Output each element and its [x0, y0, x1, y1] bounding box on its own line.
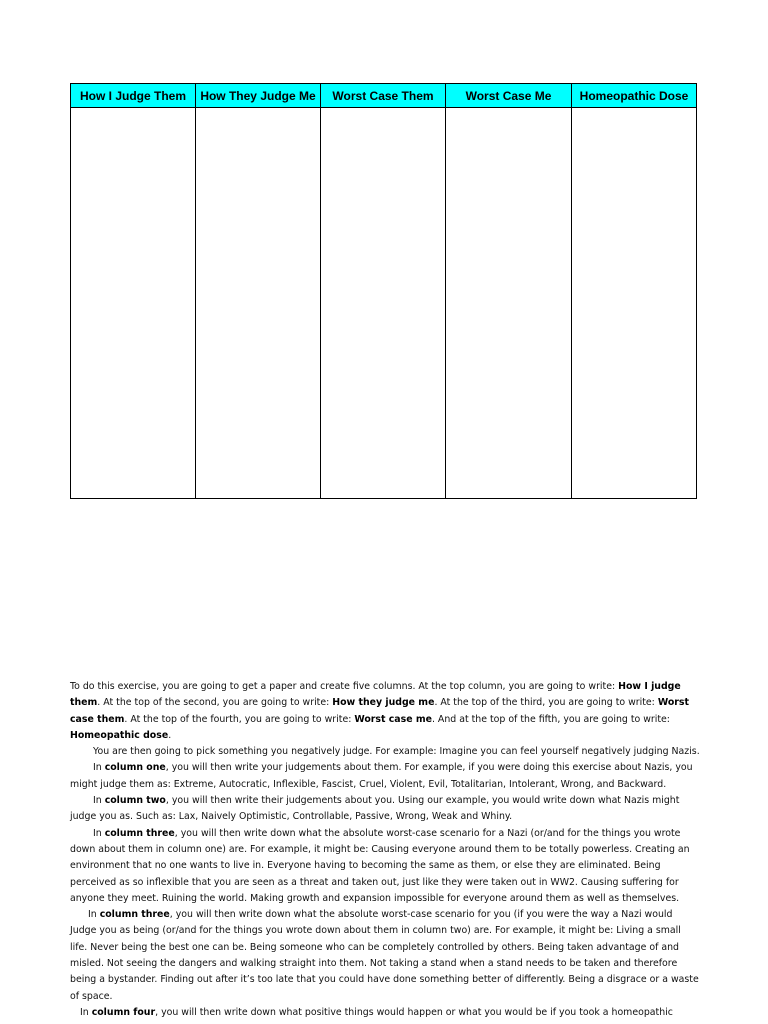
text-run: , you will then write your judgements about them. For example, if you were doing this exercise about Nazis, you might judge them as: Extreme, Autocratic, Inflexible, Fascist, Cruel, Violent, Evil, Totalitarian, Intolerant, Wrong, and Backward.	[70, 762, 693, 790]
empty-cell-col4	[446, 108, 572, 499]
text-run: In	[88, 909, 100, 921]
empty-cell-col2	[196, 108, 321, 499]
text-run: In	[80, 1006, 92, 1018]
text-run: In	[93, 795, 105, 807]
column-four-paragraph	[70, 1005, 700, 1021]
table-body-row	[71, 108, 697, 499]
bold-term: Worst case me	[354, 713, 432, 725]
bold-term: How they judge me	[332, 697, 435, 709]
judgement-worksheet-table	[70, 83, 697, 499]
header-how-they-judge-me: How They Judge Me	[196, 84, 321, 108]
bold-term: Homeopathic dose	[70, 729, 169, 741]
column-three-them-paragraph	[70, 826, 700, 907]
column-two-paragraph	[70, 793, 700, 826]
text-run: , you will then write down what the absolute worst-case scenario for you (if you were the way a Nazi would Judge you as being (or/and for the things you wrote down about them in column two) are. For example, it might be: Living a small life. Never being the best one can be. Being someone who can be completely controlled by others. Being taken advantage of and misled. Not seeing the dangers and walking straight into them. Not taking a stand when a stand needs to be taken and therefore being a bystander. Finding out after it’s too late that you could have done something better of differently. Being a disgrace or a waste of space.	[70, 909, 699, 1002]
empty-cell-col5	[572, 108, 697, 499]
text-run: . At the top of the second, you are going to write:	[97, 697, 333, 709]
column-three-me-paragraph	[70, 907, 700, 1005]
bold-term: Worst case them	[70, 697, 689, 725]
empty-cell-col3	[321, 108, 446, 499]
bold-term: column three	[99, 909, 170, 921]
text-run: . At the top of the third, you are going to write:	[434, 697, 658, 709]
text-run: . At the top of the fourth, you are going to write:	[124, 713, 355, 725]
header-homeopathic-dose: Homeopathic Dose	[572, 84, 697, 108]
empty-cell-col1	[71, 108, 196, 499]
bold-term: column one	[104, 762, 166, 774]
header-worst-case-me: Worst Case Me	[446, 84, 572, 108]
pick-judgement-paragraph: You are then going to pick something you negatively judge. For example: Imagine you can feel yourself negatively judging Nazis.	[93, 746, 700, 758]
bold-term: column three	[104, 827, 175, 839]
bold-term: column four	[91, 1006, 156, 1018]
header-worst-case-them: Worst Case Them	[321, 84, 446, 108]
text-run: , you will then write their judgements about you. Using our example, you would write down what Nazis might judge you as. Such as: Lax, Naively Optimistic, Controllable, Passive, Wrong, Weak and Whiny.	[70, 795, 680, 823]
header-how-i-judge-them: How I Judge Them	[71, 84, 196, 108]
table-header-row	[71, 84, 697, 108]
bold-term: column two	[104, 795, 166, 807]
text-run: . And at the top of the fifth, you are going to write:	[431, 713, 670, 725]
intro-paragraph	[70, 679, 700, 744]
text-run: In	[93, 762, 105, 774]
text-run: In	[93, 827, 105, 839]
text-run: , you will then write down what positive things would happen or what you would be if you took a homeopathic	[155, 1006, 673, 1018]
text-run: , you will then write down what the absolute worst-case scenario for a Nazi (or/and for the things you wrote down about them in column one) are. For example, it might be: Causing everyone around them to be totally powerless. Creating an environment that no one wants to live in. Everyone having to becoming the same as them, or else they are eliminated. Being perceived as so inflexible that you are seen as a threat and taken out, just like they were taken out in WW2. Causing suffering for anyone they meet. Ruining the world. Making growth and expansion impossible for everyone around them as well as themselves.	[70, 827, 690, 904]
bold-term: How I judge them	[70, 681, 681, 709]
instructions-text	[70, 679, 700, 1021]
column-one-paragraph	[70, 760, 700, 793]
text-run: To do this exercise, you are going to get a paper and create five columns. At the top column, you are going to write:	[70, 681, 619, 692]
text-run: .	[168, 729, 172, 741]
